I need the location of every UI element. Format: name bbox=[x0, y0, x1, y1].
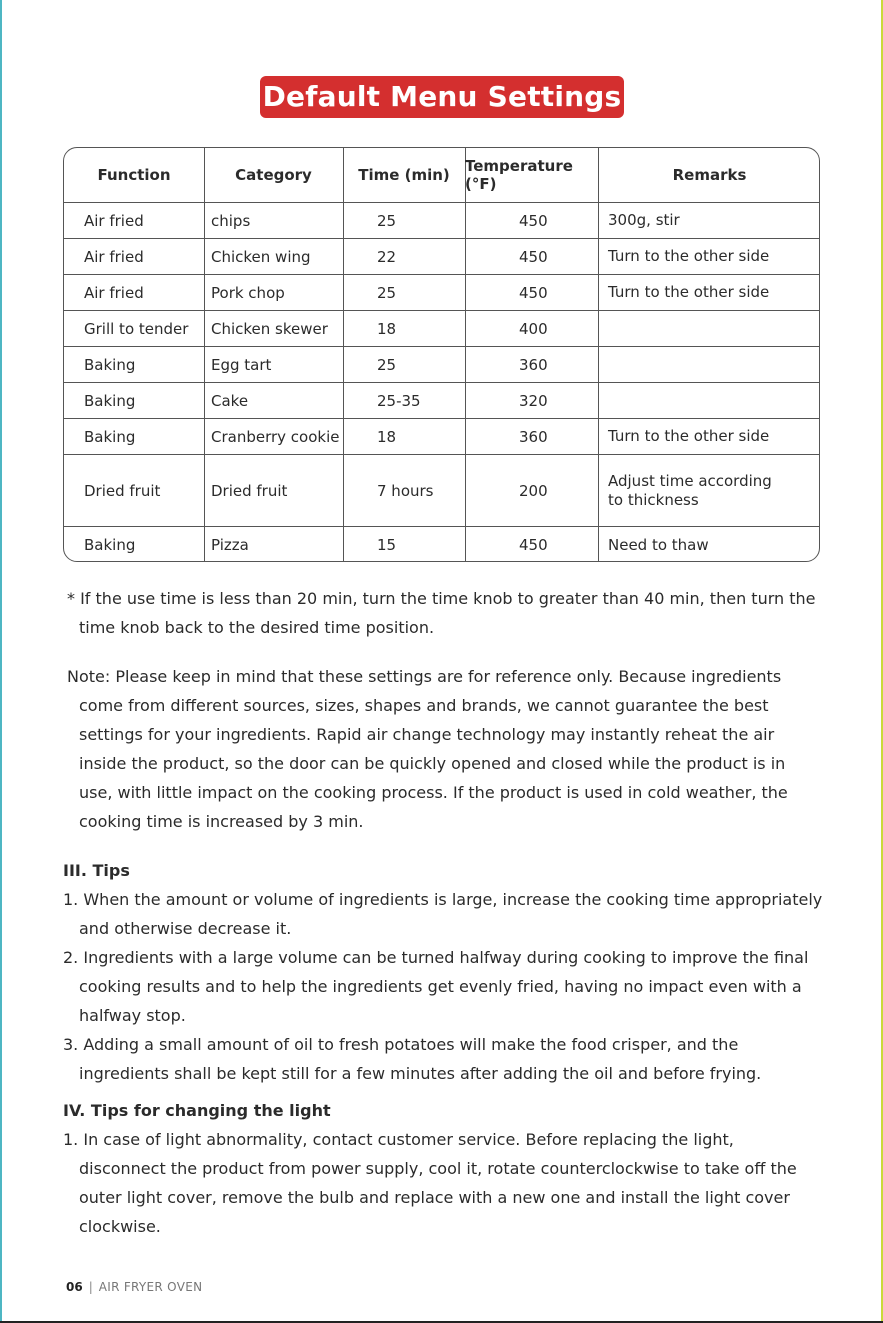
footnote-block bbox=[63, 584, 823, 642]
cell-temperature: 450 bbox=[519, 247, 548, 266]
light-heading: IV. Tips for changing the light bbox=[63, 1101, 331, 1120]
cell-remarks: 300g, stir bbox=[608, 211, 680, 229]
page-footer bbox=[66, 1280, 202, 1294]
header-remarks: Remarks bbox=[672, 166, 747, 184]
table-row bbox=[64, 454, 820, 526]
cell-time: 15 bbox=[377, 536, 397, 554]
tips-item: 1. When the amount or volume of ingredients is large, increase the cooking time appropriately and otherwise decrease it. bbox=[63, 890, 823, 938]
cell-category: Chicken wing bbox=[211, 247, 311, 266]
header-temperature: Temperature (°F) bbox=[465, 157, 573, 193]
default-menu-table bbox=[63, 147, 820, 562]
cell-remarks bbox=[598, 311, 820, 346]
cell-remarks: Turn to the other side bbox=[608, 427, 770, 445]
header-category: Category bbox=[235, 166, 312, 184]
table-row bbox=[64, 382, 820, 418]
cell-remarks: Adjust time according to thickness bbox=[608, 471, 772, 509]
table-header-row bbox=[64, 148, 820, 202]
table-row bbox=[64, 274, 820, 310]
cell-function: Grill to tender bbox=[84, 319, 189, 338]
cell-function: Air fried bbox=[84, 211, 144, 230]
light-item: 1. In case of light abnormality, contact customer service. Before replacing the light, disconnect the product from power supply, cool it, rotate counterclockwise to take off the outer light cover, remove the bulb and replace with a new one and install the light cover clockwise. bbox=[63, 1130, 797, 1236]
table-row bbox=[64, 418, 820, 454]
cell-time: 25 bbox=[377, 283, 397, 302]
page-number: 06 bbox=[66, 1280, 83, 1294]
cell-time: 18 bbox=[377, 319, 397, 338]
cell-category: Cranberry cookie bbox=[211, 427, 340, 446]
cell-remarks: Turn to the other side bbox=[608, 247, 770, 265]
cell-category: Dried fruit bbox=[211, 481, 288, 500]
cell-category: chips bbox=[211, 211, 251, 230]
cell-temperature: 450 bbox=[519, 536, 548, 554]
page-title: Default Menu Settings bbox=[260, 76, 624, 118]
cell-function: Air fried bbox=[84, 247, 144, 266]
light-section bbox=[63, 1096, 823, 1241]
header-time: Time (min) bbox=[358, 166, 450, 184]
cell-category: Pizza bbox=[211, 536, 249, 554]
cell-category: Egg tart bbox=[211, 355, 272, 374]
cell-temperature: 450 bbox=[519, 211, 548, 230]
header-function: Function bbox=[97, 166, 171, 184]
tips-section bbox=[63, 856, 823, 1088]
footer-separator: | bbox=[88, 1280, 93, 1294]
cell-function: Dried fruit bbox=[84, 481, 161, 500]
footer-product: AIR FRYER OVEN bbox=[98, 1280, 203, 1294]
page-edge-left bbox=[0, 0, 2, 1323]
cell-function: Baking bbox=[84, 536, 136, 554]
cell-function: Baking bbox=[84, 427, 136, 446]
cell-temperature: 360 bbox=[519, 427, 548, 446]
cell-temperature: 200 bbox=[519, 481, 548, 500]
tips-item: 2. Ingredients with a large volume can be turned halfway during cooking to improve the final cooking results and to help the ingredients get evenly fried, having no impact even with a halfway stop. bbox=[63, 948, 809, 1025]
cell-temperature: 360 bbox=[519, 355, 548, 374]
cell-category: Pork chop bbox=[211, 283, 285, 302]
table-row bbox=[64, 310, 820, 346]
cell-time: 22 bbox=[377, 247, 397, 266]
note-block bbox=[63, 662, 823, 836]
cell-time: 18 bbox=[377, 427, 397, 446]
footnote-text: * If the use time is less than 20 min, turn the time knob to greater than 40 min, then turn the time knob back to the desired time position. bbox=[67, 589, 816, 637]
cell-function: Baking bbox=[84, 355, 136, 374]
cell-category: Chicken skewer bbox=[211, 319, 328, 338]
table-row bbox=[64, 526, 820, 562]
note-text: Note: Please keep in mind that these settings are for reference only. Because ingredients come from different sources, sizes, shapes and brands, we cannot guarantee the best settings for your ingredients. Rapid air change technology may instantly reheat the air inside the product, so the door can be quickly opened and closed while the product is in use, with little impact on the cooking process. If the product is used in cold weather, the cooking time is increased by 3 min. bbox=[67, 667, 788, 831]
cell-temperature: 450 bbox=[519, 283, 548, 302]
cell-remarks: Need to thaw bbox=[608, 535, 709, 554]
cell-time: 25-35 bbox=[377, 391, 421, 410]
tips-item: 3. Adding a small amount of oil to fresh potatoes will make the food crisper, and the ingredients shall be kept still for a few minutes after adding the oil and before frying. bbox=[63, 1035, 762, 1083]
tips-heading: III. Tips bbox=[63, 861, 130, 880]
cell-time: 7 hours bbox=[377, 481, 434, 500]
cell-time: 25 bbox=[377, 211, 397, 230]
table-row bbox=[64, 202, 820, 238]
table-row bbox=[64, 238, 820, 274]
cell-remarks: Turn to the other side bbox=[608, 283, 770, 301]
cell-time: 25 bbox=[377, 355, 397, 374]
cell-category: Cake bbox=[211, 391, 249, 410]
cell-function: Baking bbox=[84, 391, 136, 410]
cell-remarks bbox=[598, 383, 820, 418]
cell-temperature: 400 bbox=[519, 319, 548, 338]
cell-function: Air fried bbox=[84, 283, 144, 302]
cell-temperature: 320 bbox=[519, 391, 548, 410]
table-row bbox=[64, 346, 820, 382]
cell-remarks bbox=[598, 347, 820, 382]
